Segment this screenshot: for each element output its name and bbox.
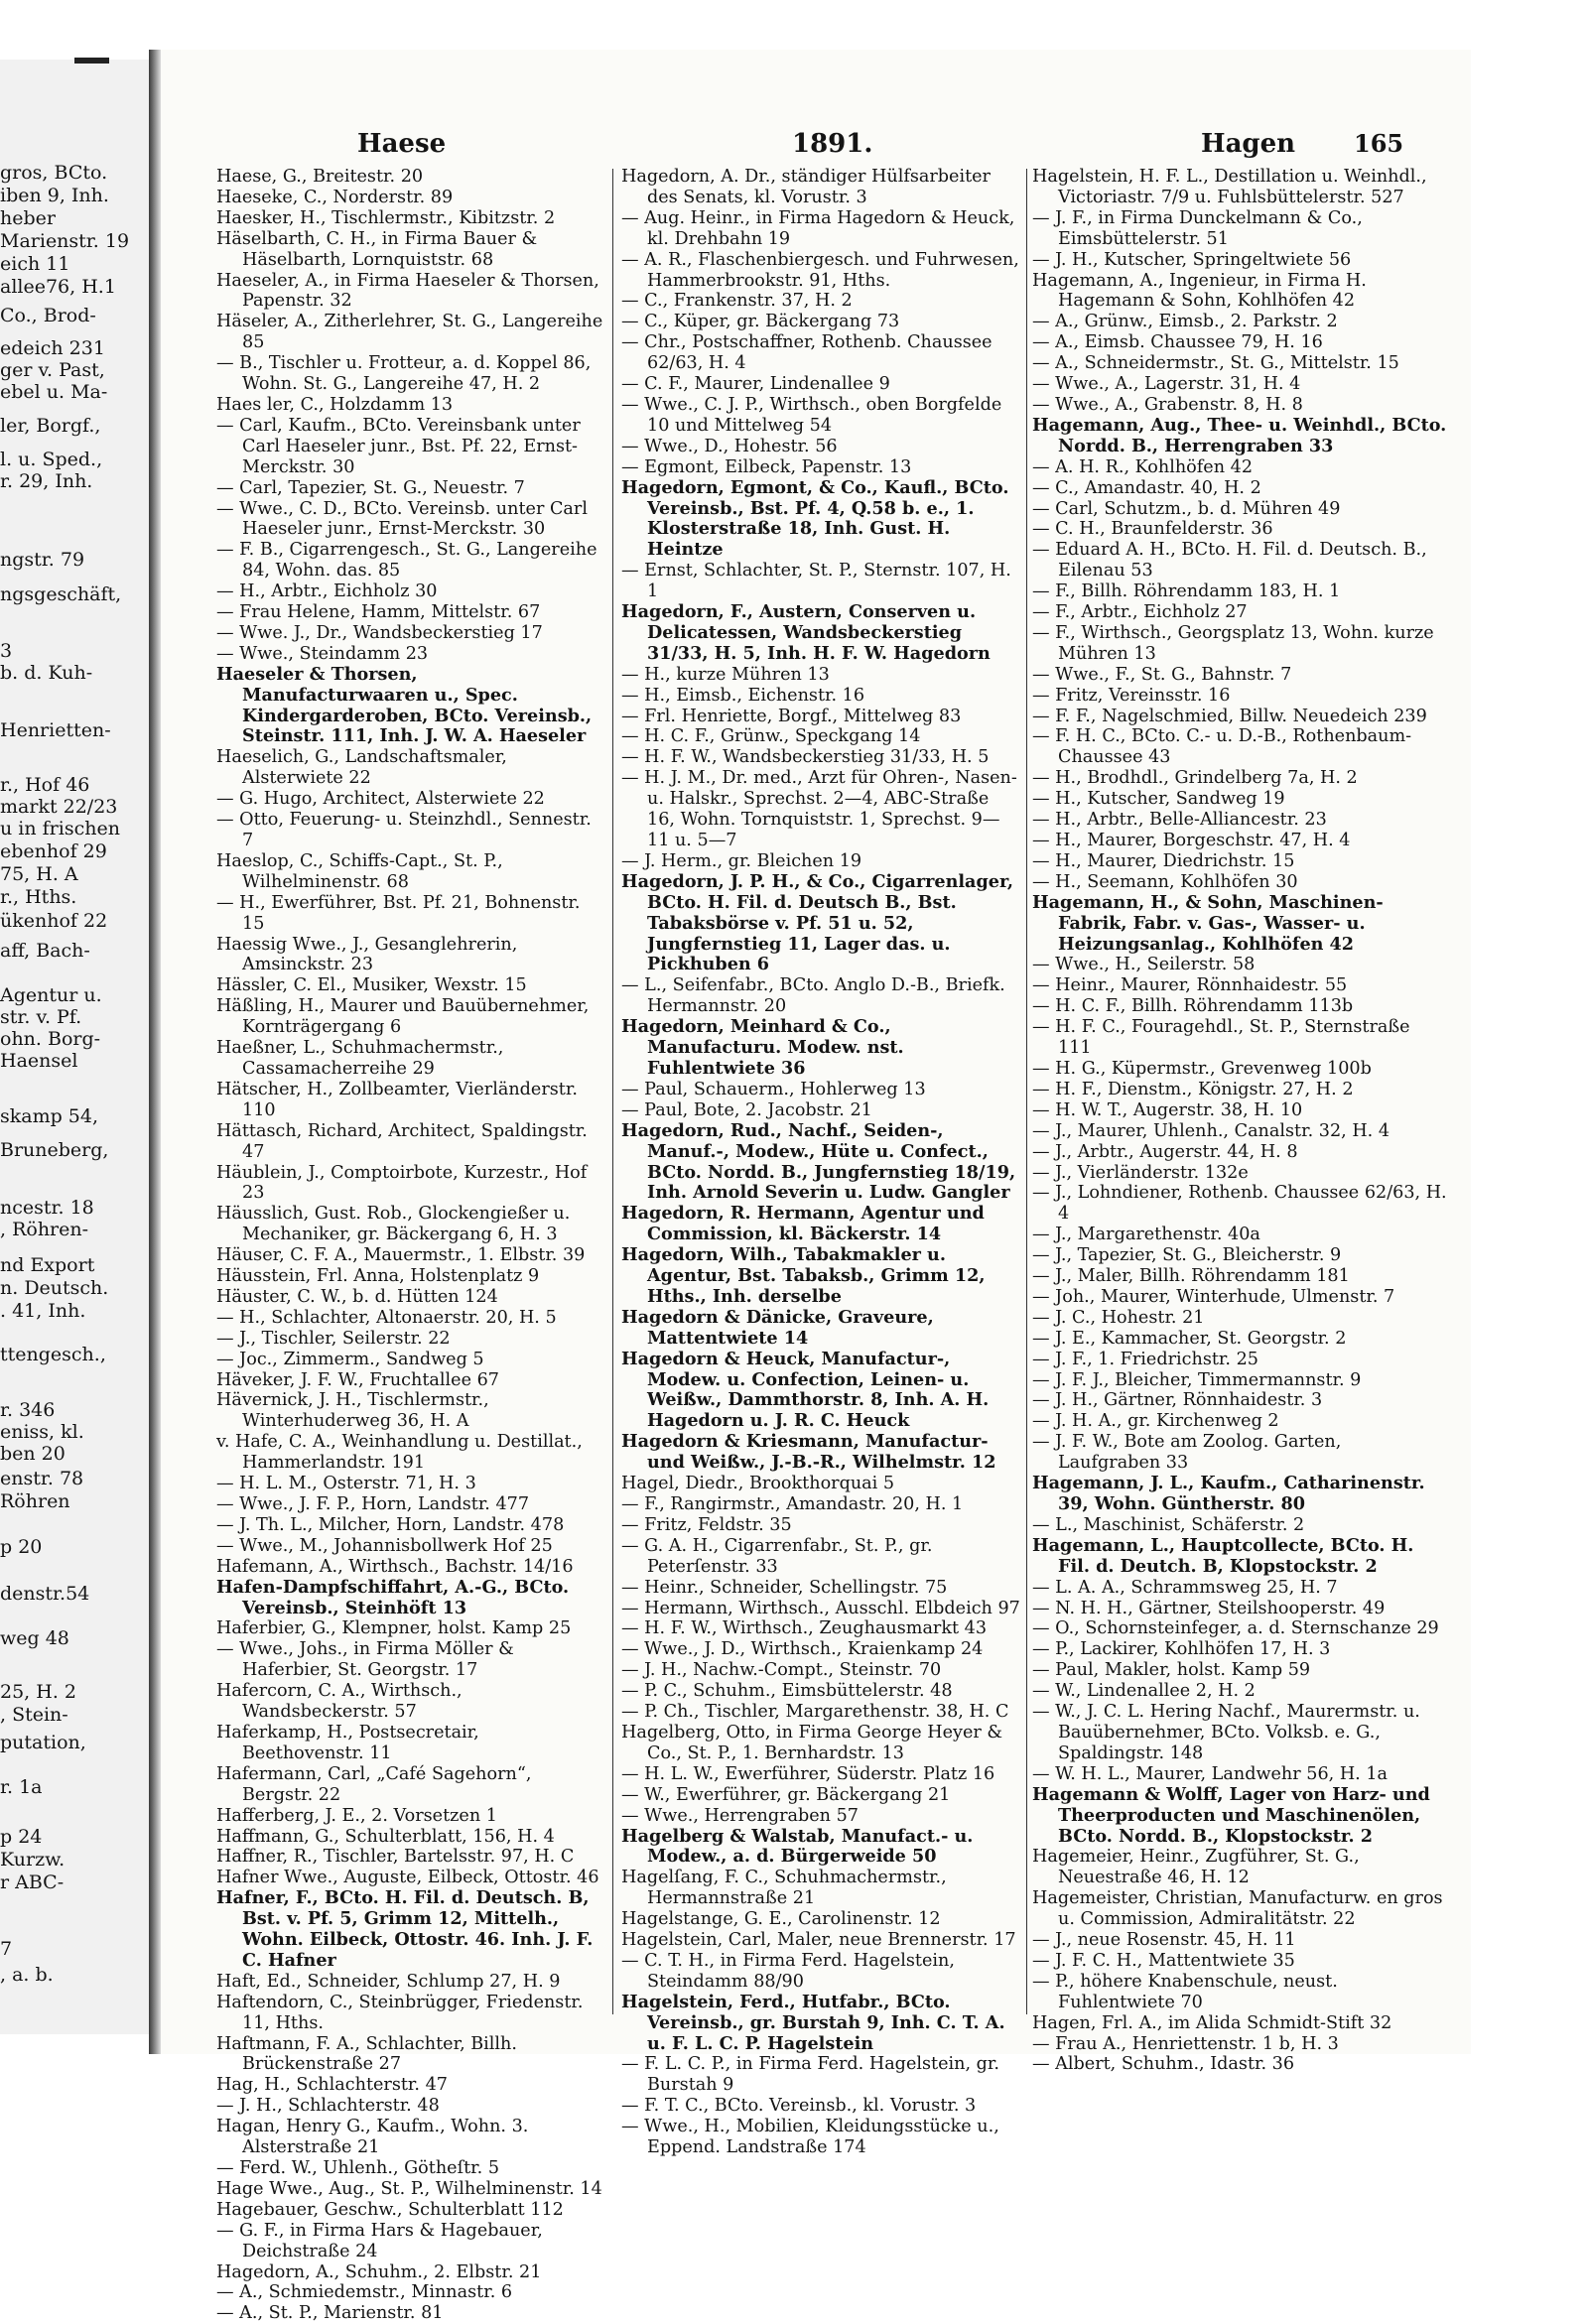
- directory-entry: — Chr., Postschaffner, Rothenb. Chaussee 62/63, H. 4: [621, 332, 992, 374]
- directory-entry-firm: Hagedorn, R. Hermann, Agentur und Commission, kl. Bäckerstr. 14: [621, 1203, 985, 1245]
- directory-entry: — W., Lindenallee 2, H. 2: [1032, 1681, 1256, 1702]
- directory-entry: — H. G., Küpermstr., Grevenweg 100b: [1032, 1058, 1372, 1079]
- directory-entry: — N. H. H., Gärtner, Steilshooperstr. 49: [1032, 1598, 1386, 1618]
- directory-entry: Haeslop, C., Schiffs-Capt., St. P., Wilhelminenstr. 68: [216, 850, 503, 892]
- directory-entry: — Carl, Tapezier, St. G., Neuestr. 7: [216, 477, 525, 498]
- directory-entry: — Paul, Schauerm., Hohlerweg 13: [621, 1079, 926, 1099]
- edge-text-line: Röhren: [0, 1490, 70, 1512]
- directory-entry: — H. C. F., Billh. Röhrendamm 113b: [1032, 996, 1354, 1017]
- directory-entry: Hafner Wwe., Auguste, Eilbeck, Ottostr. 46: [216, 1868, 599, 1888]
- directory-entry-firm: Hafner, F., BCto. H. Fil. d. Deutsch. B, Bst. v. Pf. 5, Grimm 12, Mittelh., Wohn. Eilbeck, Ottostr. 46. Inh. J. F. C. Hafner: [216, 1887, 594, 1971]
- directory-entry-firm: Hagemann, L., Hauptcollecte, BCto. H. Fil. d. Deutch. B, Klopstockstr. 2: [1032, 1534, 1414, 1577]
- directory-entry: — Fritz, Vereinsstr. 16: [1032, 685, 1231, 706]
- directory-entry: — Wwe., D., Hohestr. 56: [621, 436, 838, 456]
- edge-text-line: Henrietten-: [0, 719, 111, 741]
- column-rule: [612, 169, 613, 2014]
- edge-text-line: nd Export: [0, 1254, 95, 1276]
- directory-entry: Hagelstange, G. E., Carolinenstr. 12: [621, 1909, 941, 1930]
- edge-text-line: Co., Brod-: [0, 305, 96, 326]
- directory-entry: — Paul, Makler, holst. Kamp 59: [1032, 1660, 1311, 1681]
- directory-entry: — G. A. H., Cigarrenfabr., St. P., gr. Peterſenstr. 33: [621, 1535, 933, 1577]
- directory-entry: Haffner, R., Tischler, Bartelsstr. 97, H. C: [216, 1847, 575, 1868]
- directory-entry: — B., Tischler u. Frotteur, a. d. Koppel 86, Wohn. St. G., Langereihe 47, H. 2: [216, 353, 592, 395]
- edge-text-line: , Stein-: [0, 1704, 68, 1726]
- directory-entry: Häveker, J. F. W., Fruchtallee 67: [216, 1369, 499, 1390]
- directory-entry: — J. F. C. H., Mattentwiete 35: [1032, 1950, 1295, 1971]
- edge-text-line: putation,: [0, 1732, 86, 1753]
- directory-entry: — C. H., Braunfelderstr. 36: [1032, 519, 1273, 540]
- directory-entry: Haese, G., Breitestr. 20: [216, 167, 424, 187]
- directory-entry: — Fritz, Feldstr. 35: [621, 1514, 792, 1535]
- edge-text-line: 25, H. 2: [0, 1681, 76, 1703]
- directory-entry: — W., J. C. L. Hering Nachf., Maurermstr. u. Bauübernehmer, BCto. Volksb. e. G., Spaldingstr. 148: [1032, 1702, 1420, 1763]
- edge-text-line: u in frischen: [0, 818, 120, 839]
- directory-entry: — J. F., in Firma Dunckelmann & Co., Eimsbüttelerstr. 51: [1032, 207, 1363, 249]
- directory-entry: — J., Vierländerstr. 132e: [1032, 1162, 1249, 1183]
- directory-entry: — C. T. H., in Firma Ferd. Hagelstein, Steindamm 88/90: [621, 1950, 955, 1992]
- directory-entry: — Albert, Schuhm., Idastr. 36: [1032, 2054, 1295, 2075]
- directory-entry: — Aug. Heinr., in Firma Hagedorn & Heuck, kl. Drehbahn 19: [621, 207, 1015, 249]
- directory-entry: Haferbier, G., Klempner, holst. Kamp 25: [216, 1618, 572, 1639]
- edge-text-line: weg 48: [0, 1627, 69, 1649]
- directory-entry: — Wwe., C. D., BCto. Vereinsb. unter Carl Haeseler junr., Ernst-Merckstr. 30: [216, 498, 588, 540]
- directory-entry: — Paul, Bote, 2. Jacobstr. 21: [621, 1099, 872, 1120]
- edge-text-line: aff, Bach-: [0, 940, 90, 962]
- directory-entry: Hagedorn, A., Schuhm., 2. Elbstr. 21: [216, 2261, 542, 2282]
- directory-entry: — O., Schornsteinfeger, a. d. Sternschanze 29: [1032, 1618, 1439, 1639]
- edge-text-line: r., Hof 46: [0, 774, 90, 796]
- directory-entry: Hagelstein, H. F. L., Destillation u. Weinhdl., Victoriastr. 7/9 u. Fuhlsbüttelerstr. 527: [1032, 167, 1427, 207]
- edge-text-line: ngsgeschäft,: [0, 583, 122, 605]
- edge-text-line: ttengesch.,: [0, 1344, 106, 1365]
- directory-entry: Hagedorn, A. Dr., ständiger Hülfsarbeiter des Senats, kl. Vorustr. 3: [621, 167, 991, 207]
- column-rule: [1026, 169, 1027, 2014]
- directory-entry: — F. B., Cigarrengesch., St. G., Langereihe 84, Wohn. das. 85: [216, 540, 597, 581]
- edge-text-line: heber: [0, 207, 56, 229]
- directory-entry: — H., Ewerführer, Bst. Pf. 21, Bohnenstr. 15: [216, 892, 581, 934]
- edge-text-line: p 24: [0, 1826, 43, 1848]
- edge-text-line: gros, BCto.: [0, 162, 108, 184]
- book-spine: [149, 50, 161, 2054]
- directory-entry: — Joh., Maurer, Winterhude, Ulmenstr. 7: [1032, 1286, 1395, 1307]
- directory-entry: — A., Eimsb. Chaussee 79, H. 16: [1032, 332, 1323, 353]
- directory-entry: — H., Kutscher, Sandweg 19: [1032, 789, 1285, 810]
- edge-text-line: Agentur u.: [0, 984, 102, 1006]
- directory-entry: Haeseke, C., Norderstr. 89: [216, 187, 454, 207]
- directory-entry: — J., Margarethenstr. 40a: [1032, 1225, 1260, 1245]
- directory-entry: Hagemeier, Heinr., Zugführer, St. G., Neuestraße 46, H. 12: [1032, 1847, 1360, 1888]
- directory-entry: — Wwe., M., Johannisbollwerk Hof 25: [216, 1535, 553, 1556]
- directory-entry-firm: Hagedorn, Wilh., Tabakmakler u. Agentur, Bst. Tabaksb., Grimm 12, Hths., Inh. derselbe: [621, 1244, 986, 1307]
- directory-entry: — Egmont, Eilbeck, Papenstr. 13: [621, 456, 912, 477]
- directory-entry: — H., Maurer, Borgeschstr. 47, H. 4: [1032, 831, 1351, 850]
- directory-entry: Hagebauer, Geschw., Schulterblatt 112: [216, 2199, 564, 2220]
- edge-text-line: ebel u. Ma-: [0, 381, 108, 403]
- directory-entry: — H., Eimsb., Eichenstr. 16: [621, 685, 865, 706]
- directory-entry-firm: Hagemann, J. L., Kaufm., Catharinenstr. 39, Wohn. Güntherstr. 80: [1032, 1473, 1425, 1514]
- directory-entry: — H., Seemann, Kohlhöfen 30: [1032, 871, 1298, 892]
- directory-entry: — F., Rangirmstr., Amandastr. 20, H. 1: [621, 1494, 964, 1514]
- edge-text-line: p 20: [0, 1536, 43, 1558]
- edge-text-line: 3: [0, 640, 13, 662]
- edge-text-line: skamp 54,: [0, 1105, 99, 1127]
- directory-entry: — J. F. J., Bleicher, Timmermannstr. 9: [1032, 1369, 1362, 1390]
- directory-entry: Haeselich, G., Landschaftsmaler, Alsterwiete 22: [216, 747, 507, 789]
- directory-entry: — Ernst, Schlachter, St. P., Sternstr. 107, H. 1: [621, 561, 1011, 602]
- running-head-year: 1891.: [792, 129, 873, 159]
- directory-entry: — Wwe., Herrengraben 57: [621, 1805, 859, 1826]
- edge-text-line: , a. b.: [0, 1964, 54, 1986]
- directory-entry: Hafermann, Carl, „Café Sagehorn“, Bergstr. 22: [216, 1763, 532, 1805]
- directory-entry: — H. W. T., Augerstr. 38, H. 10: [1032, 1099, 1303, 1120]
- directory-entry: — J. C., Hohestr. 21: [1032, 1307, 1205, 1328]
- directory-entry: — H. F. W., Wandsbeckerstieg 31/33, H. 5: [621, 747, 990, 768]
- directory-entry: — G. Hugo, Architect, Alsterwiete 22: [216, 789, 545, 810]
- directory-entry: Hagemann, A., Ingenieur, in Firma H. Hagemann & Sohn, Kohlhöfen 42: [1032, 270, 1367, 312]
- directory-entry: Haferkamp, H., Postsecretair, Beethovenstr. 11: [216, 1722, 479, 1763]
- directory-entry: — G. F., in Firma Hars & Hagebauer, Deichstraße 24: [216, 2220, 543, 2261]
- directory-entry: — C., Amandastr. 40, H. 2: [1032, 477, 1261, 498]
- directory-entry: — C., Frankenstr. 37, H. 2: [621, 291, 853, 312]
- directory-entry: Hagel, Diedr., Brookthorquai 5: [621, 1474, 895, 1494]
- running-head-right: Hagen: [1201, 129, 1296, 159]
- directory-entry: Häuser, C. F. A., Mauermstr., 1. Elbstr. 39: [216, 1245, 586, 1266]
- directory-entry: — P., höhere Knabenschule, neust. Fuhlentwiete 70: [1032, 1971, 1338, 2012]
- edge-text-line: l. u. Sped.,: [0, 449, 103, 470]
- directory-entry: Häusslich, Gust. Rob., Glockengießer u. Mechaniker, gr. Bäckergang 6, H. 3: [216, 1204, 571, 1245]
- edge-text-line: r. 346: [0, 1399, 56, 1421]
- directory-entry: Hafferberg, J. E., 2. Vorsetzen 1: [216, 1805, 497, 1826]
- directory-entry: — J., Tischler, Seilerstr. 22: [216, 1328, 451, 1349]
- edge-text-line: . 41, Inh.: [0, 1300, 86, 1322]
- edge-text-line: enstr. 78: [0, 1468, 84, 1489]
- directory-entry: — H. F., Dienstm., Königstr. 27, H. 2: [1032, 1079, 1354, 1099]
- directory-entry-firm: Hagedorn, Meinhard & Co., Manufacturu. Modew. nst. Fuhlentwiete 36: [621, 1016, 904, 1079]
- edge-text-line: r., Hths.: [0, 886, 77, 908]
- column-1: [216, 167, 605, 2324]
- directory-entry: — Wwe., F., St. G., Bahnstr. 7: [1032, 664, 1292, 685]
- directory-entry: Haesker, H., Tischlermstr., Kibitzstr. 2: [216, 207, 556, 228]
- directory-entry-firm: Hagedorn, F., Austern, Conserven u. Delicatessen, Wandsbeckerstieg 31/33, H. 5, Inh. H. F. W. Hagedorn: [621, 601, 991, 664]
- directory-entry: — A., Grünw., Eimsb., 2. Parkstr. 2: [1032, 312, 1338, 332]
- directory-entry: — J. H., Kutscher, Springeltwiete 56: [1032, 249, 1352, 270]
- running-head-left: Haese: [357, 129, 447, 159]
- directory-entry: — F. L. C. P., in Firma Ferd. Hagelstein, gr. Burstah 9: [621, 2054, 999, 2096]
- edge-text-line: , Röhren-: [0, 1219, 89, 1240]
- directory-entry: — Eduard A. H., BCto. H. Fil. d. Deutsch. B., Eilenau 53: [1032, 540, 1427, 581]
- directory-entry: — W., Ewerführer, gr. Bäckergang 21: [621, 1784, 951, 1805]
- directory-entry: Hag, H., Schlachterstr. 47: [216, 2075, 448, 2096]
- directory-entry: — F. F., Nagelschmied, Billw. Neuedeich 239: [1032, 706, 1427, 726]
- directory-entry: — L., Seifenfabr., BCto. Anglo D.-B., Briefk. Hermannstr. 20: [621, 975, 1005, 1017]
- directory-entry-firm: Hagelstein, Ferd., Hutfabr., BCto. Vereinsb., gr. Burstah 9, Inh. C. T. A. u. F. L. C. P. Hagelstein: [621, 1991, 1005, 2054]
- directory-entry-firm: Hagedorn, Egmont, & Co., Kaufl., BCto. Vereinsb., Bst. Pf. 4, Q.58 b. e., 1. Klosterstraße 18, Inh. Gust. H. Heintze: [621, 476, 1009, 561]
- directory-entry: — Hermann, Wirthsch., Ausschl. Elbdeich 97: [621, 1598, 1020, 1618]
- directory-entry: — H. J. M., Dr. med., Arzt für Ohren-, Nasen- u. Halskr., Sprechst. 2—4, ABC-Straße 16, Wohn. Tornquiststr. 1, Sprechst. 9—11 u. 5—7: [621, 768, 1017, 850]
- edge-text-line: markt 22/23: [0, 796, 118, 818]
- directory-entry: — L. A. A., Schrammsweg 25, H. 7: [1032, 1577, 1338, 1598]
- directory-entry: — H. F. C., Fouragehdl., St. P., Sternstraße 111: [1032, 1017, 1410, 1059]
- directory-entry: — Wwe., Steindamm 23: [216, 643, 429, 664]
- directory-entry: — A., Schneidermstr., St. G., Mittelstr. 15: [1032, 353, 1399, 374]
- edge-text-line: Bruneberg,: [0, 1139, 109, 1161]
- directory-entry: — P. C., Schuhm., Eimsbüttelerstr. 48: [621, 1681, 953, 1702]
- edge-text-line: r ABC-: [0, 1872, 65, 1893]
- edge-text-line: allee76, H.1: [0, 276, 116, 298]
- directory-entry: — Carl, Schutzm., b. d. Mühren 49: [1032, 498, 1341, 519]
- directory-entry: — C., Küper, gr. Bäckergang 73: [621, 312, 900, 332]
- directory-entry: — A. H. R., Kohlhöfen 42: [1032, 456, 1254, 477]
- directory-entry: — H., kurze Mühren 13: [621, 664, 830, 685]
- directory-entry: Hagelstein, Carl, Maler, neue Brennerstr. 17: [621, 1930, 1016, 1951]
- directory-entry: Häublein, J., Comptoirbote, Kurzestr., Hof 23: [216, 1162, 588, 1204]
- directory-entry: — H. L. M., Osterstr. 71, H. 3: [216, 1474, 476, 1494]
- directory-entry: Hagemeister, Christian, Manufacturw. en gros u. Commission, Admiralitätstr. 22: [1032, 1888, 1443, 1930]
- edge-text-line: r. 1a: [0, 1776, 43, 1798]
- edge-text-line: denstr.54: [0, 1583, 90, 1605]
- directory-entry-firm: Hagedorn & Kriesmann, Manufactur- und Weißw., J.-B.-R., Wilhelmstr. 12: [621, 1431, 996, 1474]
- directory-entry: — F., Wirthsch., Georgsplatz 13, Wohn. kurze Mühren 13: [1032, 622, 1434, 664]
- directory-entry: Hagelſang, F. C., Schuhmachermstr., Hermannstraße 21: [621, 1868, 947, 1909]
- directory-entry: Haftmann, F. A., Schlachter, Billh. Brückenstraße 27: [216, 2033, 517, 2075]
- edge-text-line: edeich 231: [0, 337, 105, 359]
- directory-entry: — J., Arbtr., Augerstr. 44, H. 8: [1032, 1141, 1298, 1162]
- directory-entry: Häßling, H., Maurer und Bauübernehmer, Kornträgergang 6: [216, 996, 590, 1038]
- directory-entry: Haes ler, C., Holzdamm 13: [216, 394, 454, 415]
- spine-mark: [74, 58, 109, 64]
- directory-entry: Hafercorn, C. A., Wirthsch., Wandsbeckerstr. 57: [216, 1681, 463, 1723]
- edge-text-line: Kurzw.: [0, 1849, 66, 1871]
- directory-entry: — J., Maler, Billh. Röhrendamm 181: [1032, 1266, 1350, 1287]
- adjacent-page-edge: [0, 60, 152, 2034]
- directory-entry: Haessig Wwe., J., Gesanglehrerin, Amsinckstr. 23: [216, 934, 518, 975]
- edge-text-line: ebenhof 29: [0, 840, 107, 862]
- directory-entry-firm: Hagemann, H., & Sohn, Maschinen-Fabrik, Fabr. v. Gas-, Wasser- u. Heizungsanlag., Kohlhöfen 42: [1032, 891, 1384, 955]
- directory-entry: Hagan, Henry G., Kaufm., Wohn. 3. Alsterstraße 21: [216, 2117, 529, 2158]
- directory-entry-firm: Hagedorn & Heuck, Manufactur-, Modew. u. Confection, Leinen- u. Weißw., Dammthorstr. 8, Inh. A. H. Hagedorn u. J. R. C. Heuck: [621, 1348, 990, 1432]
- edge-text-line: ükenhof 22: [0, 910, 108, 932]
- edge-text-line: ncestr. 18: [0, 1197, 94, 1219]
- directory-entry: — J. Th. L., Milcher, Horn, Landstr. 478: [216, 1514, 565, 1535]
- directory-entry: — H., Schlachter, Altonaerstr. 20, H. 5: [216, 1307, 557, 1328]
- edge-text-line: str. v. Pf.: [0, 1006, 82, 1028]
- edge-text-line: ler, Borgf.,: [0, 415, 101, 437]
- directory-entry: — J., Maurer, Uhlenh., Canalstr. 32, H. 4: [1032, 1120, 1390, 1141]
- directory-entry: Häselbarth, C. H., in Firma Bauer & Häselbarth, Lornquiststr. 68: [216, 228, 538, 270]
- edge-text-line: b. d. Kuh-: [0, 662, 93, 684]
- directory-entry: — H., Arbtr., Eichholz 30: [216, 581, 438, 602]
- directory-entry-firm: Haeseler & Thorsen, Manufacturwaaren u., Spec. Kindergarderoben, BCto. Vereinsb., Steinstr. 111, Inh. J. W. A. Haeseler: [216, 663, 593, 747]
- page-number: 165: [1354, 129, 1404, 158]
- directory-entry: — Heinr., Schneider, Schellingstr. 75: [621, 1577, 948, 1598]
- directory-entry: — F. T. C., BCto. Vereinsb., kl. Vorustr. 3: [621, 2096, 977, 2117]
- directory-entry: — A., St. P., Marienstr. 81: [216, 2303, 444, 2324]
- edge-text-line: ben 20: [0, 1443, 66, 1465]
- edge-text-line: 75, H. A: [0, 863, 78, 885]
- column-3: [1032, 167, 1447, 2075]
- edge-text-line: iben 9, Inh.: [0, 185, 109, 206]
- directory-entry: — J. H., Schlachterstr. 48: [216, 2096, 440, 2117]
- directory-entry: — Frl. Henriette, Borgf., Mittelweg 83: [621, 706, 962, 726]
- directory-entry: — Wwe., H., Mobilien, Kleidungsstücke u., Eppend. Landstraße 174: [621, 2117, 999, 2158]
- directory-entry: — Wwe., A., Grabenstr. 8, H. 8: [1032, 394, 1303, 415]
- directory-entry: Häusstein, Frl. Anna, Holstenplatz 9: [216, 1266, 540, 1287]
- edge-text-line: ohn. Borg-: [0, 1028, 101, 1050]
- directory-entry: — J. Herm., gr. Bleichen 19: [621, 850, 862, 871]
- edge-text-line: Haensel: [0, 1050, 78, 1072]
- directory-entry: — Wwe., J. D., Wirthsch., Kraienkamp 24: [621, 1639, 984, 1660]
- directory-entry: — H., Maurer, Diedrichstr. 15: [1032, 850, 1295, 871]
- directory-entry: Häuster, C. W., b. d. Hütten 124: [216, 1286, 498, 1307]
- directory-entry: — Ferd. W., Uhlenh., Götheſtr. 5: [216, 2158, 500, 2178]
- directory-entry: — Wwe., H., Seilerstr. 58: [1032, 955, 1256, 975]
- edge-text-line: Marienstr. 19: [0, 230, 130, 252]
- directory-entry: — Wwe., Johs., in Firma Möller & Haferbier, St. Georgstr. 17: [216, 1639, 514, 1681]
- directory-entry: — A. R., Flaschenbiergesch. und Fuhrwesen, Hammerbrookstr. 91, Hths.: [621, 249, 1019, 291]
- directory-entry: Hätscher, H., Zollbeamter, Vierländerstr. 110: [216, 1079, 578, 1120]
- directory-entry: — Otto, Feuerung- u. Steinzhdl., Sennestr. 7: [216, 810, 592, 850]
- directory-entry: — J. F. W., Bote am Zoolog. Garten, Laufgraben 33: [1032, 1432, 1342, 1474]
- directory-entry: — Frau A., Henriettenstr. 1 b, H. 3: [1032, 2033, 1339, 2054]
- directory-entry: Hässler, C. El., Musiker, Wexstr. 15: [216, 975, 527, 996]
- directory-entry: Haffmann, G., Schulterblatt, 156, H. 4: [216, 1826, 555, 1847]
- directory-entry: Hage Wwe., Aug., St. P., Wilhelminenstr. 14: [216, 2178, 602, 2199]
- directory-entry: Haft, Ed., Schneider, Schlump 27, H. 9: [216, 1971, 561, 1992]
- directory-entry: — Heinr., Maurer, Rönnhaidestr. 55: [1032, 975, 1348, 996]
- edge-text-line: n. Deutsch.: [0, 1277, 109, 1299]
- directory-entry: — Wwe. J., Dr., Wandsbeckerstieg 17: [216, 622, 543, 643]
- directory-entry: — Frau Helene, Hamm, Mittelstr. 67: [216, 602, 541, 623]
- directory-entry: Hagelberg, Otto, in Firma George Heyer & Co., St. P., 1. Bernhardstr. 13: [621, 1722, 1003, 1763]
- directory-entry: — J. F., 1. Friedrichstr. 25: [1032, 1349, 1258, 1369]
- directory-entry: Haeseler, A., in Firma Haeseler & Thorsen, Papenstr. 32: [216, 270, 599, 312]
- directory-entry: — P., Lackirer, Kohlhöfen 17, H. 3: [1032, 1639, 1331, 1660]
- directory-entry: — F., Billh. Röhrendamm 183, H. 1: [1032, 581, 1341, 602]
- directory-entry: — A., Schmiedemstr., Minnastr. 6: [216, 2282, 513, 2303]
- directory-entry: Haftendorn, C., Steinbrügger, Friedenstr. 11, Hths.: [216, 1992, 584, 2033]
- directory-entry: Hafemann, A., Wirthsch., Bachstr. 14/16: [216, 1556, 574, 1577]
- directory-entry-firm: Hagedorn, Rud., Nachf., Seiden-, Manuf.-, Modew., Hüte u. Confect., BCto. Nordd. B., Jungfernstieg 18/19, Inh. Arnold Severin u. Ludw. Gangler: [621, 1119, 1016, 1204]
- directory-entry: — P. Ch., Tischler, Margarethenstr. 38, H. C: [621, 1702, 1009, 1723]
- directory-entry: Hagen, Frl. A., im Alida Schmidt-Stift 32: [1032, 2012, 1392, 2033]
- directory-entry: — Wwe., A., Lagerstr. 31, H. 4: [1032, 374, 1301, 395]
- directory-entry: — J. H. A., gr. Kirchenweg 2: [1032, 1411, 1279, 1432]
- edge-text-line: r. 29, Inh.: [0, 470, 93, 492]
- column-2: [621, 167, 1020, 2158]
- directory-entry-firm: Hagedorn, J. P. H., & Co., Cigarrenlager, BCto. H. Fil. d. Deutsch B., Bst. Tabaksbörse v. Pf. 51 u. 52, Jungfernstieg 11, Lager das. u. Pickhuben 6: [621, 870, 1014, 975]
- edge-text-line: 7: [0, 1938, 13, 1960]
- directory-entry: Hättasch, Richard, Architect, Spaldingstr. 47: [216, 1120, 588, 1162]
- directory-entry: — Wwe., J. F. P., Horn, Landstr. 477: [216, 1494, 530, 1514]
- directory-entry: — H., Brodhdl., Grindelberg 7a, H. 2: [1032, 768, 1358, 789]
- edge-text-line: ngstr. 79: [0, 549, 85, 571]
- directory-entry-firm: Hagedorn & Dänicke, Graveure, Mattentwiete 14: [621, 1306, 934, 1349]
- directory-entry: — W. H. L., Maurer, Landwehr 56, H. 1a: [1032, 1763, 1389, 1784]
- directory-entry: — L., Maschinist, Schäferstr. 2: [1032, 1514, 1305, 1535]
- directory-entry: — J. H., Gärtner, Rönnhaidestr. 3: [1032, 1390, 1323, 1411]
- edge-text-line: eich 11: [0, 253, 70, 275]
- directory-entry-firm: Hafen-Dampfschiffahrt, A.-G., BCto. Vereinsb., Steinhöft 13: [216, 1576, 570, 1618]
- directory-entry: — Joc., Zimmerm., Sandweg 5: [216, 1349, 484, 1369]
- directory-entry: — J., Tapezier, St. G., Bleicherstr. 9: [1032, 1245, 1342, 1266]
- directory-entry: Hävernick, J. H., Tischlermstr., Winterhuderweg 36, H. A: [216, 1390, 489, 1432]
- directory-entry: — J. H., Nachw.-Compt., Steinstr. 70: [621, 1660, 942, 1681]
- directory-entry: — J., Lohndiener, Rothenb. Chaussee 62/63, H. 4: [1032, 1183, 1447, 1225]
- directory-entry: — H. C. F., Grünw., Speckgang 14: [621, 726, 921, 747]
- directory-entry: Häseler, A., Zitherlehrer, St. G., Langereihe 85: [216, 312, 603, 353]
- directory-entry: Haeßner, L., Schuhmachermstr., Cassamacherreihe 29: [216, 1038, 504, 1079]
- directory-entry: — Carl, Kaufm., BCto. Vereinsbank unter Carl Haeseler junr., Bst. Pf. 22, Ernst-Merckstr. 30: [216, 415, 581, 477]
- directory-entry: — J. E., Kammacher, St. Georgstr. 2: [1032, 1328, 1347, 1349]
- directory-entry: — F., Arbtr., Eichholz 27: [1032, 602, 1248, 623]
- directory-entry: — F. H. C., BCto. C.- u. D.-B., Rothenbaum-Chaussee 43: [1032, 726, 1412, 768]
- directory-entry: — H. F. W., Wirthsch., Zeughausmarkt 43: [621, 1618, 988, 1639]
- edge-text-line: eniss, kl.: [0, 1421, 84, 1443]
- directory-entry: — Wwe., C. J. P., Wirthsch., oben Borgfelde 10 und Mittelweg 54: [621, 394, 1002, 436]
- directory-entry: — H. L. W., Ewerführer, Süderstr. Platz 16: [621, 1763, 995, 1784]
- directory-entry: — J., neue Rosenstr. 45, H. 11: [1032, 1930, 1296, 1951]
- directory-entry: — C. F., Maurer, Lindenallee 9: [621, 374, 890, 395]
- directory-entry-firm: Hagemann, Aug., Thee- u. Weinhdl., BCto. Nordd. B., Herrengraben 33: [1032, 414, 1447, 456]
- edge-text-line: ger v. Past,: [0, 359, 105, 381]
- directory-entry-firm: Hagemann & Wolff, Lager von Harz- und Theerproducten und Maschinenölen, BCto. Nordd. B., Klopstockstr. 2: [1032, 1783, 1430, 1847]
- directory-entry-firm: Hagelberg & Walstab, Manufact.- u. Modew., a. d. Bürgerweide 50: [621, 1825, 974, 1868]
- directory-entry: v. Hafe, C. A., Weinhandlung u. Destillat., Hammerlandstr. 191: [216, 1432, 583, 1474]
- directory-entry: — H., Arbtr., Belle-Alliancestr. 23: [1032, 810, 1327, 831]
